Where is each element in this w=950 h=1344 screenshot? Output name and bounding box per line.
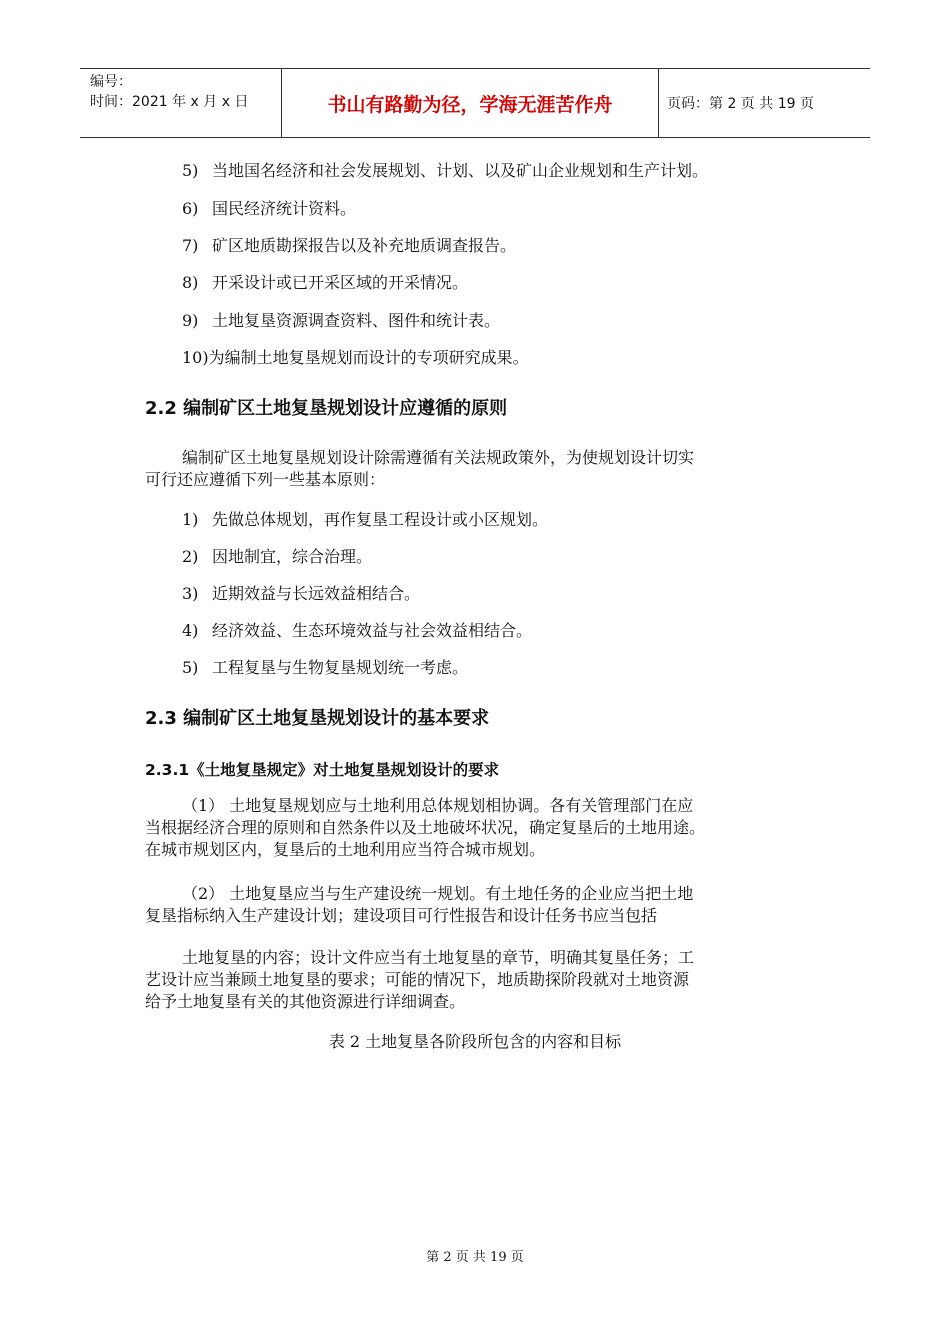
paragraph-3: 土地复垦的内容；设计文件应当有土地复垦的章节，明确其复垦任务；工 艺设计应当兼顾土地复垦的要求；可能的情况下，地质勘探阶段就对土地资源 给予土地复垦有关的其他资源进行详细调查。 (145, 948, 695, 1011)
list-item: 6) 国民经济统计资料。 (182, 199, 357, 218)
header-page-info: 页码：第 2 页 共 19 页 (667, 96, 814, 112)
list-item: 1) 先做总体规划，再作复垦工程设计或小区规划。 (182, 510, 549, 529)
header-meta (80, 69, 282, 137)
list-item: 5) 当地国名经济和社会发展规划、计划、以及矿山企业规划和生产计划。 (182, 161, 709, 180)
header-motto: 书山有路勤为径，学海无涯苦作舟 (282, 69, 659, 137)
paragraph-1: （1） 土地复垦规划应与土地利用总体规划相协调。各有关管理部门在应 当根据经济合理的原则和自然条件以及土地破坏状况，确定复垦后的土地用途。 在城市规划区内，复垦后的土地利用应当符合城市规划。 (145, 796, 706, 859)
list-item: 2) 因地制宜，综合治理。 (182, 547, 373, 566)
section-2-2-intro: 编制矿区土地复垦规划设计除需遵循有关法规政策外，为使规划设计切实 可行还应遵循下列一些基本原则： (145, 448, 695, 489)
sub-heading-2-3-1: 2.3.1《土地复垦规定》对土地复垦规划设计的要求 (145, 761, 500, 779)
list-item: 4) 经济效益、生态环境效益与社会效益相结合。 (182, 621, 533, 640)
time-label: 时间：2021 年 x 月 x 日 (90, 94, 249, 110)
list-item: 8) 开采设计或已开采区域的开采情况。 (182, 273, 469, 292)
section-heading-2-2: 2.2 编制矿区土地复垦规划设计应遵循的原则 (145, 398, 508, 419)
list-item: 5) 工程复垦与生物复垦规划统一考虑。 (182, 658, 469, 677)
page-header (80, 68, 870, 138)
paragraph-2: （2） 土地复垦应当与生产建设统一规划。有土地任务的企业应当把土地 复垦指标纳入生产建设计划；建设项目可行性报告和设计任务书应当包括 (145, 884, 694, 925)
list-item: 10)为编制土地复垦规划而设计的专项研究成果。 (182, 348, 529, 367)
list-item: 3) 近期效益与长远效益相结合。 (182, 584, 421, 603)
number-label: 编号： (90, 74, 132, 90)
list-item: 7) 矿区地质勘探报告以及补充地质调查报告。 (182, 236, 517, 255)
table-caption: 表 2 土地复垦各阶段所包含的内容和目标 (328, 1032, 622, 1051)
list-item: 9) 土地复垦资源调查资料、图件和统计表。 (182, 311, 501, 330)
page-footer: 第 2 页 共 19 页 (426, 1250, 524, 1265)
section-heading-2-3: 2.3 编制矿区土地复垦规划设计的基本要求 (145, 708, 490, 729)
